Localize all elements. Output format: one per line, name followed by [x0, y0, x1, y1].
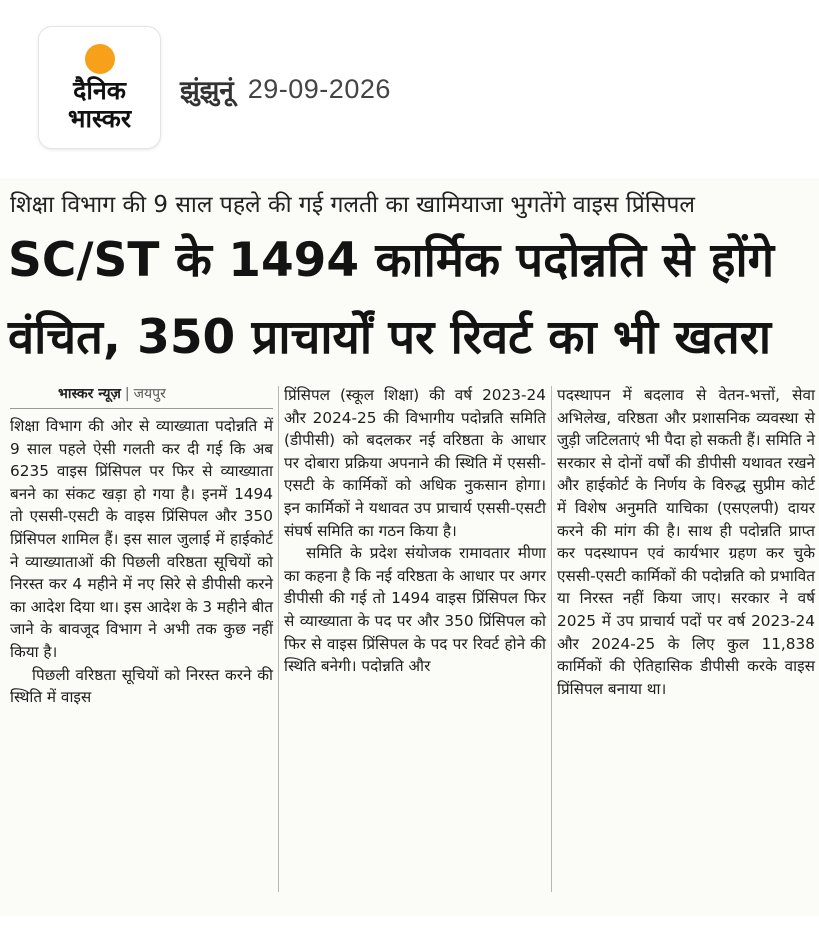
news-clipping [0, 178, 819, 916]
byline-divider [10, 408, 273, 409]
article-paragraph: शिक्षा विभाग की ओर से व्याख्याता पदोन्नति में 9 साल पहले ऐसी गलती कर दी गई कि अब 6235 वाइस प्रिंसिपल पर फिर से व्याख्याता बनने का संकट खड़ा हो गया है। इनमें 1494 तो एससी-एसटी के वाइस प्रिंसिपल और 350 प्रिंसिपल शामिल हैं। इस साल जुलाई में हाईकोर्ट ने व्याख्याताओं की पिछली वरिष्ठता सूचियों को निरस्त कर 4 महीने में नए सिरे से डीपीसी करने का आदेश दिया था। इस आदेश के 3 महीने बीत जाने के बावजूद विभाग ने अभी तक कुछ नहीं किया है। [10, 417, 273, 661]
article-paragraph: समिति के प्रदेश संयोजक रामावतार मीणा का कहना है कि नई वरिष्ठता के आधार पर अगर डीपीसी की गई तो 1494 वाइस प्रिंसिपल फिर से व्याख्याता के पद पर और 350 प्रिंसिपल को फिर से वाइस प्रिंसिपल के पद पर रिवर्ट होने की स्थिति बनेगी। पदोन्नति और [284, 544, 546, 676]
logo-text-line2: भास्कर [67, 104, 132, 133]
byline-city: जयपुर [133, 386, 166, 402]
dateline-city: झुंझुनूं [180, 76, 234, 106]
dateline-date: 29-09-2026 [247, 73, 391, 104]
article-column-3 [557, 384, 815, 896]
byline-separator: | [124, 386, 130, 402]
article-column-2 [284, 384, 546, 896]
logo-text-line1: दैनिक [73, 76, 126, 105]
column-divider [278, 386, 279, 892]
column-divider [551, 386, 552, 892]
sun-icon [85, 44, 115, 74]
article-paragraph: पदस्थापन में बदलाव से वेतन-भत्तों, सेवा अभिलेख, वरिष्ठता और प्रशासनिक व्यवस्था से जुड़ी जटिलताएं भी पैदा हो सकती हैं। समिति ने सरकार से दोनों वर्षों की डीपीसी यथावत रखने और हाईकोर्ट के निर्णय के विरुद्ध सुप्रीम कोर्ट में विशेष अनुमति याचिका (एसएलपी) दायर करने की मांग की है। साथ ही पदोन्नति प्राप्त कर पदस्थापन एवं कार्यभार ग्रहण कर चुके एससी-एसटी कार्मिकों की पदोन्नति को प्रभावित या निरस्त नहीं किया जाए। सरकार ने वर्ष 2025 में उप प्राचार्य पदों पर वर्ष 2023-24 और 2024-25 के लिए कुल 11,838 कार्मिकों की ऐतिहासिक डीपीसी करके वाइस प्रिंसिपल बनाया था। [557, 386, 815, 698]
article-paragraph: प्रिंसिपल (स्कूल शिक्षा) की वर्ष 2023-24 और 2024-25 की विभागीय पदोन्नति समिति (डीपीसी) को बदलकर नई वरिष्ठता के आधार पर दोबारा प्रक्रिया अपनाने की स्थिति में एससी-एसटी के कार्मिकों को अधिक नुकसान होगा। इन कार्मिकों ने यथावत उप प्राचार्य एससी-एसटी संघर्ष समिति का गठन किया है। [284, 386, 546, 540]
headline-line-2: वंचित, 350 प्राचार्यों पर रिवर्ट का भी खतरा [8, 310, 772, 365]
article-column-1 [10, 384, 273, 896]
newspaper-logo [38, 26, 161, 149]
byline [58, 384, 273, 406]
article-kicker: शिक्षा विभाग की 9 साल पहले की गई गलती का खामियाजा भुगतेंगे वाइस प्रिंसिपल [10, 192, 695, 218]
article-paragraph: पिछली वरिष्ठता सूचियों को निरस्त करने की स्थिति में वाइस [10, 665, 273, 707]
headline-line-1: SC/ST के 1494 कार्मिक पदोन्नति से होंगे [8, 233, 775, 288]
dateline [180, 72, 391, 106]
byline-source: भास्कर न्यूज़ [58, 386, 121, 402]
